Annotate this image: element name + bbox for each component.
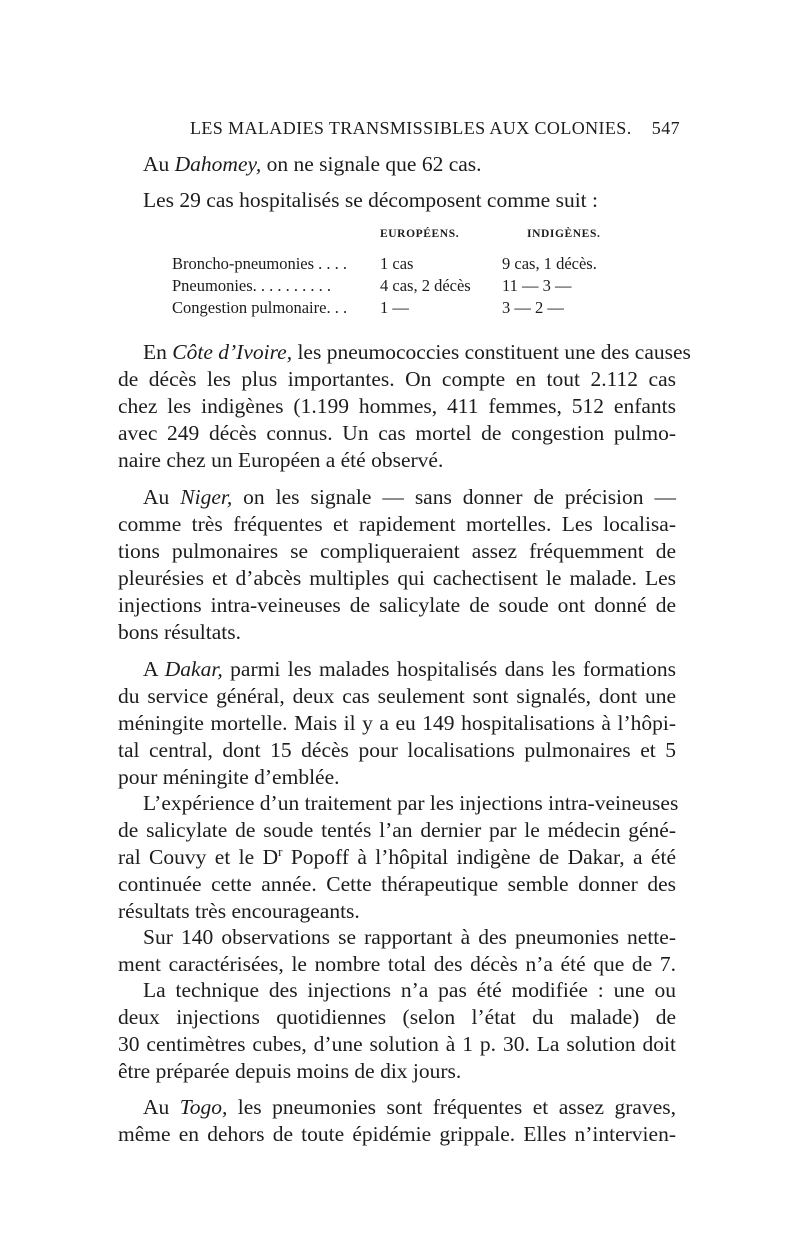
text-line: ral Couvy et le $D^r$ Popoff à l’hôpital indigène de Dakar, a été: [118, 843, 676, 869]
text-line: résultats très encourageants.: [118, 899, 360, 923]
text-line: deux injections quotidiennes (selon l’état du malade) de: [118, 1005, 676, 1029]
paragraph-dahomey: Au Dahomey, on ne signale que 62 cas.: [143, 152, 482, 176]
table-cell-europeens: 4 cas, 2 décès: [380, 276, 471, 295]
text-line: avec 249 décès connus. Un cas mortel de congestion pulmo-: [118, 421, 676, 445]
table-cell-europeens: 1 cas: [380, 254, 414, 273]
running-title: LES MALADIES TRANSMISSIBLES AUX COLONIES.: [190, 118, 632, 138]
column-header-indigenes: INDIGÈNES.: [527, 228, 601, 240]
paragraph-observations: Sur 140 observations se rapportant à des pneumonies nette-: [143, 925, 676, 949]
text-line: pour méningite d’emblée.: [118, 765, 340, 789]
table-row-label: Congestion pulmonaire. . .: [172, 298, 348, 317]
text-line: de salicylate de soude tentés l’an dernier par le médecin géné-: [118, 818, 676, 842]
text-line: comme très fréquentes et rapidement mortelles. Les localisa-: [118, 512, 676, 536]
text-line: même en dehors de toute épidémie grippale. Elles n’intervien-: [118, 1122, 676, 1146]
text-line: du service général, deux cas seulement sont signalés, dont une: [118, 684, 676, 708]
paragraph-cote-ivoire: En Côte d’Ivoire, les pneumococcies constituent une des causes: [143, 340, 691, 364]
text-line: injections intra-veineuses de salicylate de soude ont donné de: [118, 593, 676, 617]
paragraph-technique: La technique des injections n’a pas été modifiée : une ou: [143, 978, 676, 1002]
table-cell-europeens: 1 —: [380, 298, 409, 317]
text-line: chez les indigènes (1.199 hommes, 411 femmes, 512 enfants: [118, 394, 676, 418]
paragraph-dakar: A Dakar, parmi les malades hospitalisés dans les formations: [143, 657, 676, 681]
place-name-cote-ivoire: Côte d’Ivoire,: [172, 340, 293, 364]
paragraph-hospitalised: Les 29 cas hospitalisés se décomposent comme suit :: [143, 188, 598, 212]
place-name-dahomey: Dahomey,: [174, 152, 262, 176]
text-line: bons résultats.: [118, 620, 242, 644]
table-cell-indigenes: 11 — 3 —: [502, 276, 572, 295]
text-line: naire chez un Européen a été observé.: [118, 448, 444, 472]
text-line: continuée cette année. Cette thérapeutique semble donner des: [118, 872, 676, 896]
paragraph-togo: Au Togo, les pneumonies sont fréquentes et assez graves,: [143, 1095, 677, 1119]
paragraph-experience: L’expérience d’un traitement par les injections intra-veineuses: [143, 791, 679, 815]
place-name-dakar: Dakar,: [164, 657, 223, 681]
table-cell-indigenes: 9 cas, 1 décès.: [502, 254, 597, 273]
table-cell-indigenes: 3 — 2 —: [502, 298, 564, 317]
paragraph-niger: Au Niger, on les signale — sans donner de précision —: [143, 485, 676, 509]
page-number: 547: [651, 118, 680, 138]
column-header-europeens: EUROPÉENS.: [380, 228, 460, 240]
text-line: pleurésies et d’abcès multiples qui cachectisent le malade. Les: [118, 566, 676, 590]
text-line: 30 centimètres cubes, d’une solution à 1 p. 30. La solution doit: [118, 1032, 676, 1056]
place-name-niger: Niger,: [180, 485, 233, 509]
table-row-label: Broncho-pneumonies . . . .: [172, 254, 348, 273]
table-row-label: Pneumonies. . . . . . . . . .: [172, 276, 332, 295]
text-line: ment caractérisées, le nombre total des décès n’a été que de 7.: [118, 952, 676, 976]
place-name-togo: Togo,: [179, 1095, 228, 1119]
text-line: méningite mortelle. Mais il y a eu 149 hospitalisations à l’hôpi-: [118, 711, 676, 735]
text-line: être préparée depuis moins de dix jours.: [118, 1059, 462, 1083]
text-line: tions pulmonaires se compliqueraient assez fréquemment de: [118, 539, 676, 563]
text-line: tal central, dont 15 décès pour localisations pulmonaires et 5: [118, 738, 676, 762]
text-line: de décès les plus importantes. On compte en tout 2.112 cas: [118, 367, 676, 391]
superscript: r: [278, 843, 283, 859]
